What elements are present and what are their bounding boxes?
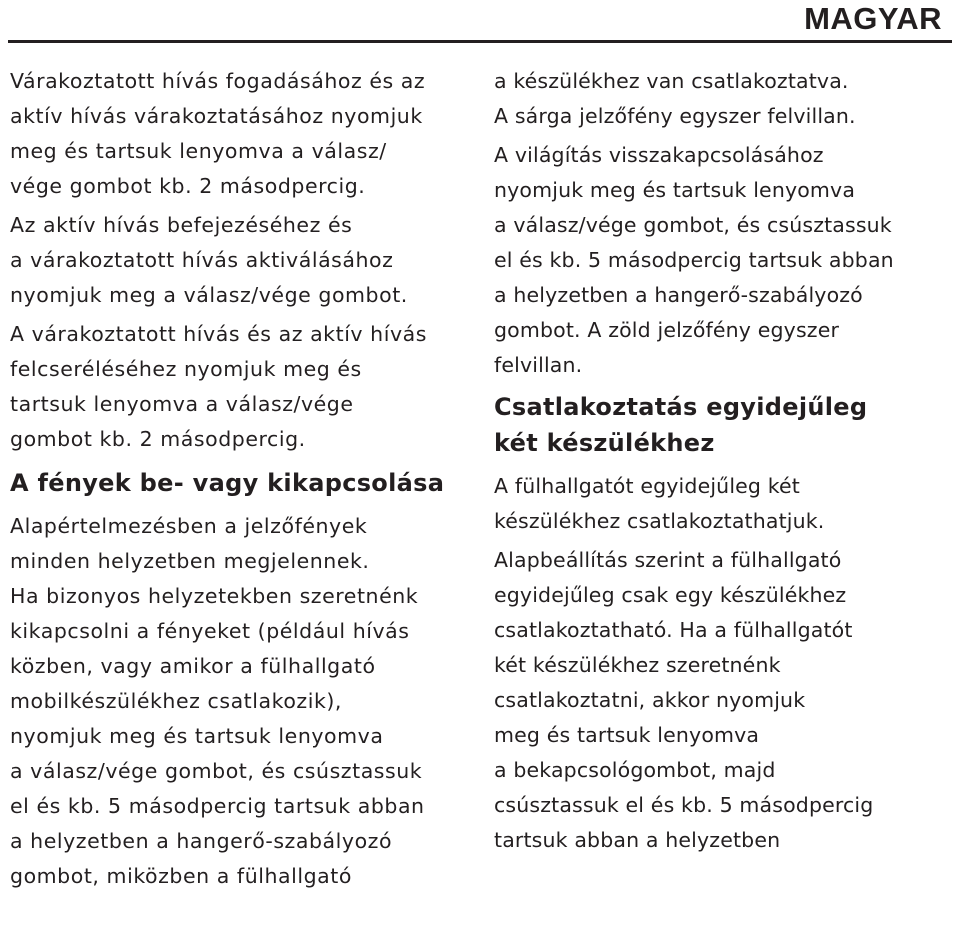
text-line: Alapértelmezésben a jelzőfények — [10, 514, 368, 538]
text-line: tartsuk lenyomva a válasz/vége — [10, 392, 354, 416]
text-line: vége gombot kb. 2 másodpercig. — [10, 174, 366, 198]
text-line: Az aktív hívás befejezéséhez és — [10, 213, 353, 237]
text-line: meg és tartsuk lenyomva a válasz/ — [10, 139, 387, 163]
text-line: a bekapcsológombot, majd — [494, 758, 776, 782]
section-heading-lights: A fények be- vagy kikapcsolása — [10, 469, 445, 497]
text-line: meg és tartsuk lenyomva — [494, 723, 760, 747]
paragraph-two-devices-instructions — [494, 543, 954, 858]
text-line: gombot, miközben a fülhallgató — [10, 864, 352, 888]
text-line: kikapcsolni a fényeket (például hívás — [10, 619, 410, 643]
text-line: el és kb. 5 másodpercig tartsuk abban — [494, 248, 894, 272]
right-column — [494, 64, 954, 862]
text-line: nyomjuk meg és tartsuk lenyomva — [494, 178, 856, 202]
text-line: gombot. A zöld jelzőfény egyszer — [494, 318, 840, 342]
text-line: Alapbeállítás szerint a fülhallgató — [494, 548, 842, 572]
text-line: aktív hívás várakoztatásához nyomjuk — [10, 104, 423, 128]
text-line: nyomjuk meg a válasz/vége gombot. — [10, 283, 408, 307]
text-line: el és kb. 5 másodpercig tartsuk abban — [10, 794, 425, 818]
text-line: készülékhez csatlakoztathatjuk. — [494, 509, 825, 533]
header-divider — [8, 40, 952, 43]
text-line: A világítás visszakapcsolásához — [494, 143, 824, 167]
text-line: csúsztassuk el és kb. 5 másodpercig — [494, 793, 874, 817]
text-line: gombot kb. 2 másodpercig. — [10, 427, 306, 451]
paragraph-lights-toggle — [10, 509, 472, 894]
text-line: a válasz/vége gombot, és csúsztassuk — [494, 213, 892, 237]
heading-line: Csatlakoztatás egyidejűleg — [494, 393, 868, 421]
text-line: csatlakoztatni, akkor nyomjuk — [494, 688, 806, 712]
text-line: minden helyzetben megjelennek. — [10, 549, 370, 573]
text-line: A várakoztatott hívás és az aktív hívás — [10, 322, 427, 346]
text-line: a helyzetben a hangerő-szabályozó — [10, 829, 393, 853]
text-line: Ha bizonyos helyzetekben szeretnénk — [10, 584, 419, 608]
text-line: közben, vagy amikor a fülhallgató — [10, 654, 376, 678]
text-line: a helyzetben a hangerő-szabályozó — [494, 283, 863, 307]
paragraph-yellow-light — [494, 64, 954, 134]
text-line: a válasz/vége gombot, és csúsztassuk — [10, 759, 423, 783]
heading-line: két készülékhez — [494, 429, 715, 457]
text-line: felcseréléséhez nyomjuk meg és — [10, 357, 362, 381]
text-line: csatlakoztatható. Ha a fülhallgatót — [494, 618, 853, 642]
paragraph-swap-calls — [10, 317, 472, 457]
text-line: felvillan. — [494, 353, 583, 377]
text-line: mobilkészülékhez csatlakozik), — [10, 689, 342, 713]
paragraph-two-devices-intro — [494, 469, 954, 539]
text-line: két készülékhez szeretnénk — [494, 653, 781, 677]
paragraph-lights-back-on — [494, 138, 954, 383]
text-line: a várakoztatott hívás aktiválásához — [10, 248, 394, 272]
text-line: A sárga jelzőfény egyszer felvillan. — [494, 104, 856, 128]
text-line: tartsuk abban a helyzetben — [494, 828, 781, 852]
paragraph-answer-waiting-call — [10, 64, 472, 204]
paragraph-end-active-call — [10, 208, 472, 313]
language-label: MAGYAR — [804, 1, 942, 36]
text-line: a készülékhez van csatlakoztatva. — [494, 69, 849, 93]
left-column — [10, 64, 472, 898]
text-line: A fülhallgatót egyidejűleg két — [494, 474, 800, 498]
text-line: Várakoztatott hívás fogadásához és az — [10, 69, 426, 93]
text-line: nyomjuk meg és tartsuk lenyomva — [10, 724, 384, 748]
section-heading-two-devices — [494, 389, 954, 461]
text-line: egyidejűleg csak egy készülékhez — [494, 583, 847, 607]
